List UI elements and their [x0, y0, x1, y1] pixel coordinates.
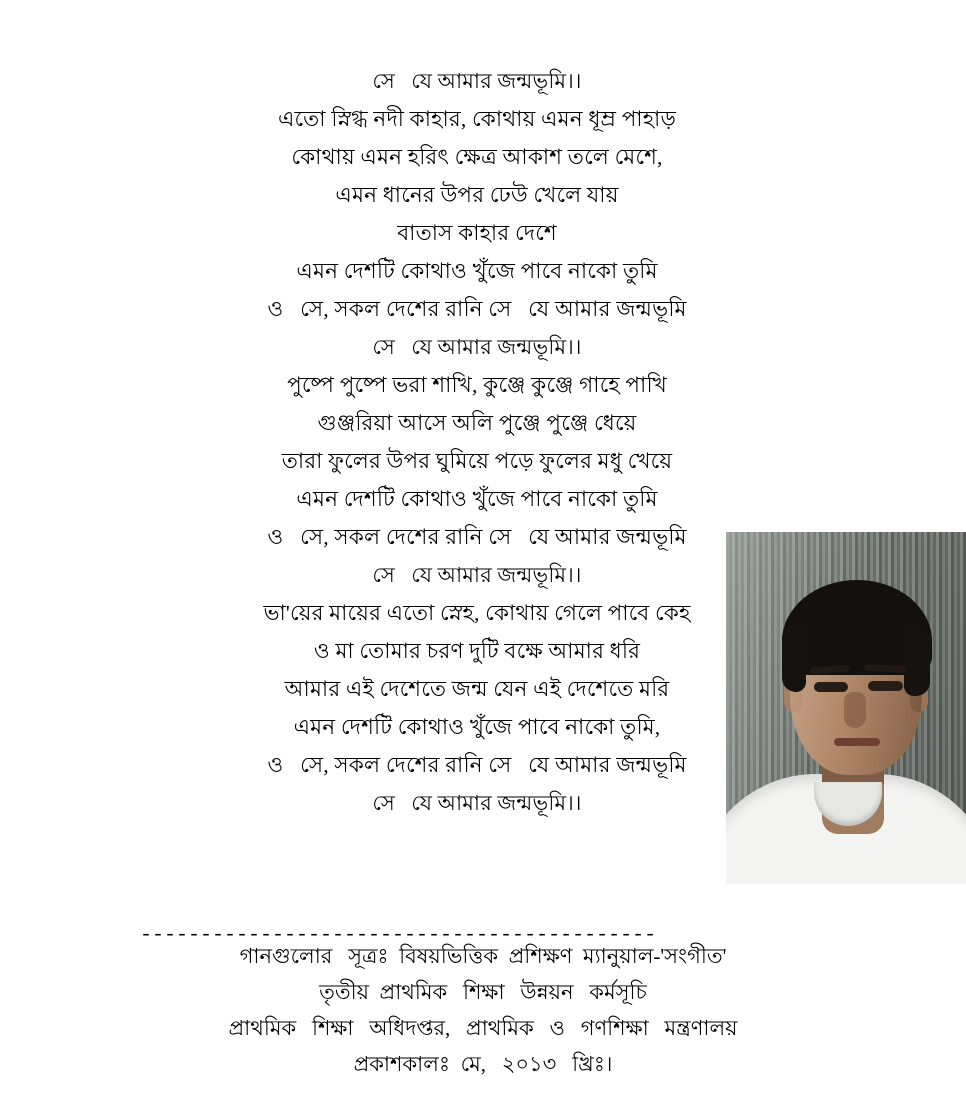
photo-hair-right	[904, 624, 930, 696]
footer-line-source: গানগুলোর সূত্রঃ বিষয়ভিত্তিক প্রশিক্ষণ ম্যানুয়াল-'সংগীত'	[239, 944, 727, 968]
lyric-line: এতো স্নিগ্ধ নদী কাহার, কোথায় এমন ধূম্র পাহাড়	[277, 107, 677, 131]
footer-line-publication-date: প্রকাশকালঃ মে, ২০১৩ খ্রিঃ।	[353, 1052, 613, 1076]
lyric-line: ও সে, সকল দেশের রানি সে যে আমার জন্মভূমি	[267, 297, 687, 321]
lyric-line: এমন দেশটি কোথাও খুঁজে পাবে নাকো তুমি	[296, 487, 658, 511]
lyric-line: এমন দেশটি কোথাও খুঁজে পাবে নাকো তুমি	[296, 259, 658, 283]
footer-line-ministry: প্রাথমিক শিক্ষা অধিদপ্তর, প্রাথমিক ও গণশিক্ষা মন্ত্রণালয়	[228, 1016, 738, 1040]
photo-eye-left	[814, 682, 848, 692]
lyric-line: কোথায় এমন হরিৎ ক্ষেত্র আকাশ তলে মেশে,	[291, 145, 663, 169]
lyric-line: ও সে, সকল দেশের রানি সে যে আমার জন্মভূমি	[267, 753, 687, 777]
lyric-line: সে যে আমার জন্মভূমি।।	[372, 335, 582, 359]
photo-nose	[844, 692, 866, 728]
lyric-line: ও মা তোমার চরণ দুটি বক্ষে আমার ধরি	[313, 639, 641, 663]
section-divider: -------------------------------------------	[140, 924, 657, 944]
footer-block	[0, 938, 966, 1082]
lyric-line: এমন ধানের উপর ঢেউ খেলে যায়	[335, 183, 619, 207]
lyric-line: এমন দেশটি কোথাও খুঁজে পাবে নাকো তুমি,	[293, 715, 661, 739]
lyric-line: সে যে আমার জন্মভূমি।।	[372, 69, 582, 93]
footer-line-program: তৃতীয় প্রাথমিক শিক্ষা উন্নয়ন কর্মসূচি	[319, 980, 647, 1004]
photo-eye-right	[868, 681, 903, 691]
lyric-line: তারা ফুলের উপর ঘুমিয়ে পড়ে ফুলের মধু খেয়ে	[281, 449, 673, 473]
photo-hair-left	[782, 624, 806, 692]
lyric-line: গুঞ্জরিয়া আসে অলি পুঞ্জে পুঞ্জে ধেয়ে	[317, 411, 637, 435]
lyric-line: বাতাস কাহার দেশে	[397, 221, 557, 245]
lyric-line: ও সে, সকল দেশের রানি সে যে আমার জন্মভূমি	[267, 525, 687, 549]
lyric-line: আমার এই দেশেতে জন্ম যেন এই দেশেতে মরি	[284, 677, 670, 701]
portrait-photo	[726, 532, 966, 884]
lyric-line: সে যে আমার জন্মভূমি।।	[372, 563, 582, 587]
lyric-line: সে যে আমার জন্মভূমি।।	[372, 791, 582, 815]
lyric-line: ভা'য়ের মায়ের এতো স্নেহ, কোথায় গেলে পাবে কেহ	[263, 601, 691, 625]
photo-mouth	[834, 738, 880, 746]
lyric-line: পুষ্পে পুষ্পে ভরা শাখি, কুঞ্জে কুঞ্জে গাহে পাখি	[287, 373, 667, 397]
